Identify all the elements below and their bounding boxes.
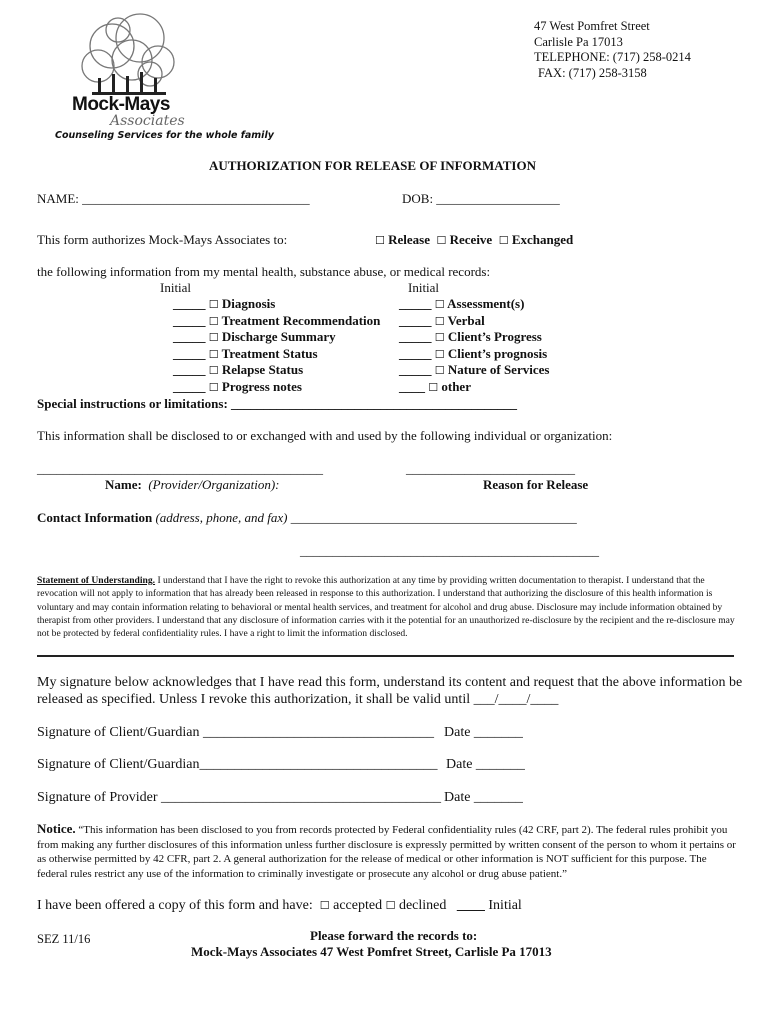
contact-label: Contact Information (37, 510, 153, 525)
release-checkbox[interactable]: ☐ (375, 234, 385, 247)
divider (37, 655, 734, 657)
date-field-1[interactable]: Date _______ (444, 725, 523, 740)
item-clients-prognosis (399, 346, 547, 362)
initial-blank[interactable]: _____ (399, 296, 432, 311)
initial-blank[interactable]: _____ (173, 329, 206, 344)
statement-of-understanding (37, 574, 737, 640)
item-verbal (399, 313, 485, 329)
initial-blank[interactable]: ____ (399, 379, 425, 394)
dob-field[interactable]: DOB: ___________________ (402, 191, 560, 206)
form-code: SEZ 11/16 (37, 932, 91, 946)
date-field-3[interactable]: Date _______ (444, 790, 523, 805)
item-label: Relapse Status (221, 362, 304, 377)
initial-blank[interactable]: _____ (399, 362, 432, 377)
client-signature-field-2[interactable]: Signature of Client/Guardian__________________________________ (37, 757, 438, 772)
address-phone: TELEPHONE: (717) 258-0214 (534, 50, 691, 64)
progress-notes-checkbox[interactable]: ☐ (208, 381, 219, 394)
initial-blank[interactable]: _____ (399, 313, 432, 328)
item-label: Treatment Status (221, 346, 318, 361)
item-treatment-status (173, 346, 318, 362)
contact-line-2[interactable]: ______________________________________________ (300, 543, 599, 558)
provider-line[interactable]: ____________________________________________ (37, 461, 323, 476)
name-field[interactable]: NAME: ___________________________________ (37, 191, 310, 206)
other-checkbox[interactable]: ☐ (428, 381, 439, 394)
copy-initial-label: Initial (488, 898, 522, 913)
diagnosis-checkbox[interactable]: ☐ (208, 298, 219, 311)
initial-blank[interactable]: _____ (173, 313, 206, 328)
item-label: Nature of Services (447, 362, 550, 377)
discharge-summary-checkbox[interactable]: ☐ (208, 331, 219, 344)
logo-tagline: Counseling Services for the whole family (55, 130, 274, 141)
declined-checkbox[interactable]: ☐ (385, 899, 396, 912)
clients-prognosis-checkbox[interactable]: ☐ (434, 348, 445, 361)
authorizes-text: This form authorizes Mock-Mays Associates to: (37, 232, 288, 247)
notice-heading: Notice. (37, 821, 76, 836)
special-instructions-field[interactable]: Special instructions or limitations: ____________________________________________ (37, 396, 518, 411)
statement-heading: Statement of Understanding. (37, 575, 156, 586)
federal-notice (37, 822, 737, 881)
initial-blank[interactable]: _____ (173, 362, 206, 377)
copy-offered-line (37, 898, 522, 914)
relapse-status-checkbox[interactable]: ☐ (208, 364, 219, 377)
initial-blank[interactable]: _____ (173, 296, 206, 311)
item-label: Progress notes (221, 379, 302, 394)
reason-label: Reason for Release (483, 477, 589, 492)
verbal-checkbox[interactable]: ☐ (434, 315, 445, 328)
provider-label (105, 477, 280, 493)
treatment-recommendation-checkbox[interactable]: ☐ (208, 315, 219, 328)
nature-of-services-checkbox[interactable]: ☐ (434, 364, 445, 377)
item-label: other (441, 379, 471, 394)
exchanged-checkbox[interactable]: ☐ (498, 234, 509, 247)
copy-initial-blank[interactable]: ____ (456, 898, 485, 913)
address-street: 47 West Pomfret Street (534, 19, 650, 33)
accepted-checkbox[interactable]: ☐ (319, 899, 330, 912)
item-nature-of-services (399, 362, 549, 378)
contact-line[interactable]: ____________________________________________ (290, 510, 577, 525)
initial-blank[interactable]: _____ (399, 346, 432, 361)
receive-checkbox[interactable]: ☐ (436, 234, 447, 247)
initial-blank[interactable]: _____ (173, 346, 206, 361)
item-other (399, 379, 471, 395)
logo-subtitle: Associates (110, 113, 185, 129)
address-city: Carlisle Pa 17013 (534, 34, 623, 49)
action-options (375, 232, 573, 248)
copy-text: I have been offered a copy of this form and have: (37, 898, 313, 913)
disclosed-text: This information shall be disclosed to or exchanged with and used by the following individual or organization: (37, 428, 613, 443)
logo-name: Mock-Mays (72, 94, 170, 115)
contact-info-field (37, 510, 577, 526)
item-label: Discharge Summary (221, 329, 336, 344)
exchanged-label: Exchanged (511, 232, 574, 247)
reason-line[interactable]: __________________________ (406, 461, 575, 476)
item-progress-notes (173, 379, 302, 395)
item-label: Verbal (447, 313, 485, 328)
assessments-checkbox[interactable]: ☐ (434, 298, 445, 311)
form-title: AUTHORIZATION FOR RELEASE OF INFORMATION (209, 158, 536, 173)
initial-header-left: Initial (160, 280, 192, 295)
client-signature-field-1[interactable]: Signature of Client/Guardian _________________________________ (37, 725, 435, 740)
item-label: Client’s prognosis (447, 346, 548, 361)
accepted-label: accepted (333, 898, 383, 913)
item-label: Diagnosis (221, 296, 276, 311)
receive-label: Receive (449, 232, 493, 247)
footer-forward-label: Please forward the records to: (310, 928, 478, 943)
ack-line-1: My signature below acknowledges that I have read this form, understand its content and request that the above information be (37, 675, 743, 690)
initial-blank[interactable]: _____ (173, 379, 206, 394)
item-clients-progress (399, 329, 542, 345)
release-label: Release (388, 232, 430, 247)
ack-line-2[interactable]: released as specified. Unless I revoke this authorization, it shall be valid until ___/____/____ (37, 692, 559, 707)
notice-body: “This information has been disclosed to you from records protected by Federal confidentiality rules (42 CRF, part 2). The federal rules prohibit you from making any further disclosures of this information unless further disclosure is expressly permitted by written consent of the person to whom it pertains or as otherwise permitted by 42 CFR, part 2. A general authorization for the release of medical or other information is NOT sufficient for this purpose. The federal rules restrict any use of the information to criminally investigate or prosecute any alcohol or drug abuse patient.” (37, 824, 736, 880)
initial-header-right: Initial (408, 280, 440, 295)
item-diagnosis (173, 296, 275, 312)
clients-progress-checkbox[interactable]: ☐ (434, 331, 445, 344)
provider-name-label: Name: (105, 477, 142, 492)
date-field-2[interactable]: Date _______ (446, 757, 525, 772)
footer-address: Mock-Mays Associates 47 West Pomfret Street, Carlisle Pa 17013 (191, 944, 552, 959)
item-label: Client’s Progress (447, 329, 542, 344)
item-assessments (399, 296, 524, 312)
item-discharge-summary (173, 329, 336, 345)
item-relapse-status (173, 362, 303, 378)
item-treatment-recommendation (173, 313, 380, 329)
treatment-status-checkbox[interactable]: ☐ (208, 348, 219, 361)
provider-org-label: (Provider/Organization): (148, 477, 280, 492)
provider-signature-field[interactable]: Signature of Provider ________________________________________ (37, 790, 442, 805)
item-label: Assessment(s) (447, 296, 525, 311)
address-fax: FAX: (717) 258-3158 (538, 65, 647, 80)
initial-blank[interactable]: _____ (399, 329, 432, 344)
address-block (534, 19, 691, 81)
records-text: the following information from my mental health, substance abuse, or medical records: (37, 264, 491, 279)
statement-body: I understand that I have the right to revoke this authorization at any time by providing written documentation to therapist. I understand that the revocation will not apply to information that has already been released in response to this authorization. I understand that authorizing the disclosure of this health information is voluntary and may contain information relating to behavioral or mental health services, and treatment for alcohol and drug abuse. Disclosure may include information obtained by therapist from other providers. I understand that any disclosure of information carries with it the potential for an unauthorized re-disclosure by the recipient and the re-disclosure may not be protected by federal confidentiality rules. I have a right to limit the information disclosed. (37, 575, 735, 640)
item-label: Treatment Recommendation (221, 313, 381, 328)
contact-italic-label: (address, phone, and fax) (155, 510, 288, 525)
declined-label: declined (398, 898, 447, 913)
